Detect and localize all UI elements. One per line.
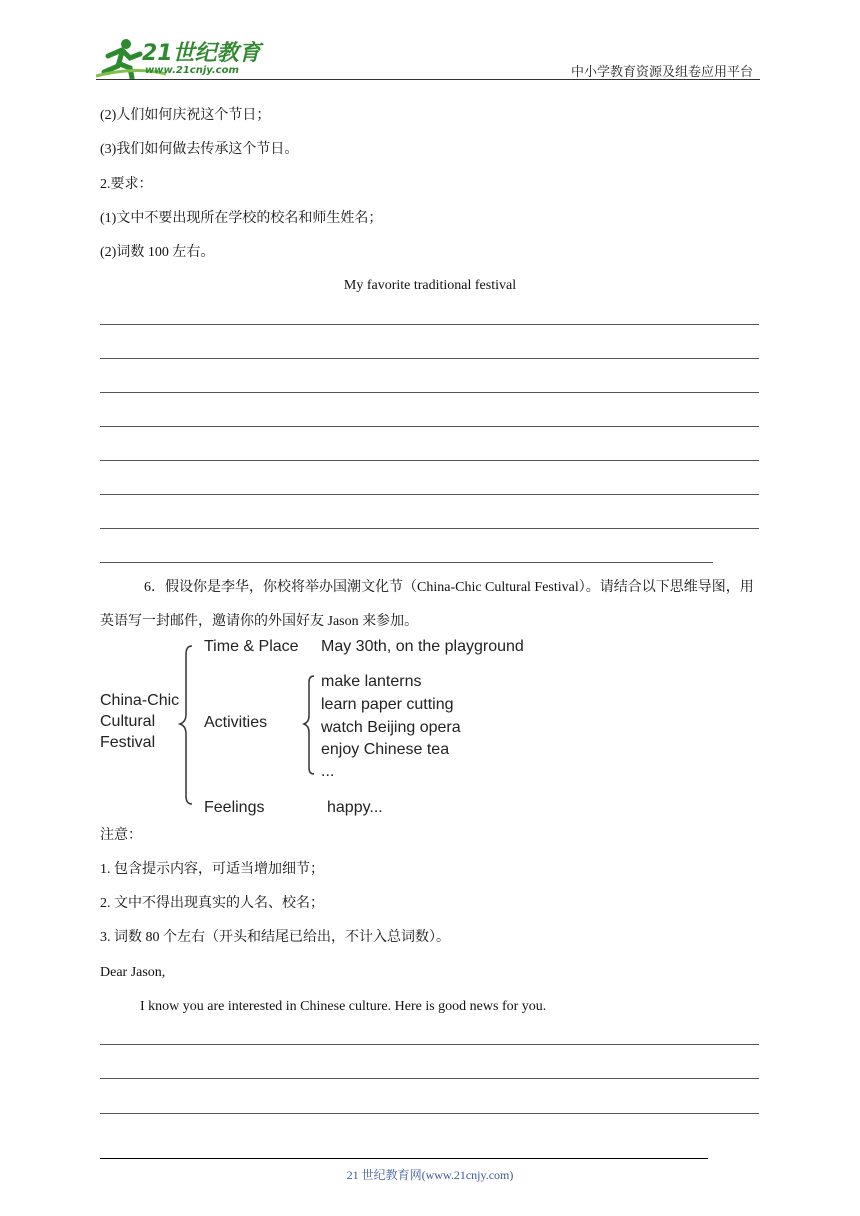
writing-line[interactable] bbox=[100, 562, 713, 563]
logo-url: www.21cnjy.com bbox=[145, 65, 239, 76]
mindmap-root-line-1: China-Chic bbox=[100, 692, 180, 709]
activity-item: learn paper cutting bbox=[321, 696, 454, 713]
task5-requirements-label: 2.要求： bbox=[100, 177, 153, 192]
writing-line[interactable] bbox=[100, 1078, 759, 1079]
writing-line[interactable] bbox=[100, 426, 759, 427]
time-place-value: May 30th, on the playground bbox=[321, 638, 524, 655]
writing-line[interactable] bbox=[100, 494, 759, 495]
task5-requirement-1: (1)文中不要出现所在学校的校名和师生姓名； bbox=[100, 211, 383, 226]
activity-item: ... bbox=[321, 763, 335, 780]
letter-opening: I know you are interested in Chinese culture. Here is good news for you. bbox=[140, 999, 547, 1014]
mindmap-root-line-2: Cultural bbox=[100, 713, 156, 730]
mindmap-root-line-3: Festival bbox=[100, 734, 156, 751]
activities-brace-icon bbox=[300, 672, 318, 780]
header-divider bbox=[96, 79, 760, 80]
writing-line[interactable] bbox=[100, 460, 759, 461]
task5-item-2: (2)人们如何庆祝这个节日； bbox=[100, 108, 271, 123]
footer-link[interactable]: 21 世纪教育网(www.21cnjy.com) bbox=[346, 1168, 514, 1182]
feelings-label: Feelings bbox=[204, 799, 265, 816]
activity-item: enjoy Chinese tea bbox=[321, 741, 450, 758]
mindmap-main-brace-icon bbox=[176, 640, 200, 812]
activities-label: Activities bbox=[204, 714, 268, 731]
activity-item: make lanterns bbox=[321, 673, 422, 690]
writing-line[interactable] bbox=[100, 358, 759, 359]
feelings-value: happy... bbox=[327, 799, 383, 816]
writing-line[interactable] bbox=[100, 324, 759, 325]
header-platform-text: 中小学教育资源及组卷应用平台 bbox=[571, 64, 754, 79]
task5-requirement-2: (2)词数 100 左右。 bbox=[100, 245, 215, 260]
activity-item: watch Beijing opera bbox=[321, 719, 461, 736]
writing-line[interactable] bbox=[100, 392, 759, 393]
time-place-label: Time & Place bbox=[204, 638, 299, 655]
footer-divider bbox=[100, 1158, 708, 1159]
writing-line[interactable] bbox=[100, 1044, 759, 1045]
essay-title: My favorite traditional festival bbox=[343, 278, 517, 293]
letter-salutation: Dear Jason, bbox=[100, 965, 166, 980]
writing-line[interactable] bbox=[100, 528, 759, 529]
task6-prompt: 6．假设你是李华，你校将举办国潮文化节（China-Chic Cultural Festival）。请结合以下思维导图，用英语写一封邮件，邀请你的外国好友 Jason 来参加。 bbox=[100, 580, 754, 629]
notes-label: 注意： bbox=[100, 828, 142, 843]
logo-text: 21世纪教育 bbox=[142, 41, 261, 66]
note-2: 2. 文中不得出现真实的人名、校名； bbox=[100, 896, 324, 911]
writing-line[interactable] bbox=[100, 1113, 759, 1114]
note-1: 1. 包含提示内容，可适当增加细节； bbox=[100, 862, 324, 877]
note-3: 3. 词数 80 个左右（开头和结尾已给出，不计入总词数）。 bbox=[100, 930, 450, 945]
task5-item-3: (3)我们如何做去传承这个节日。 bbox=[100, 142, 299, 157]
